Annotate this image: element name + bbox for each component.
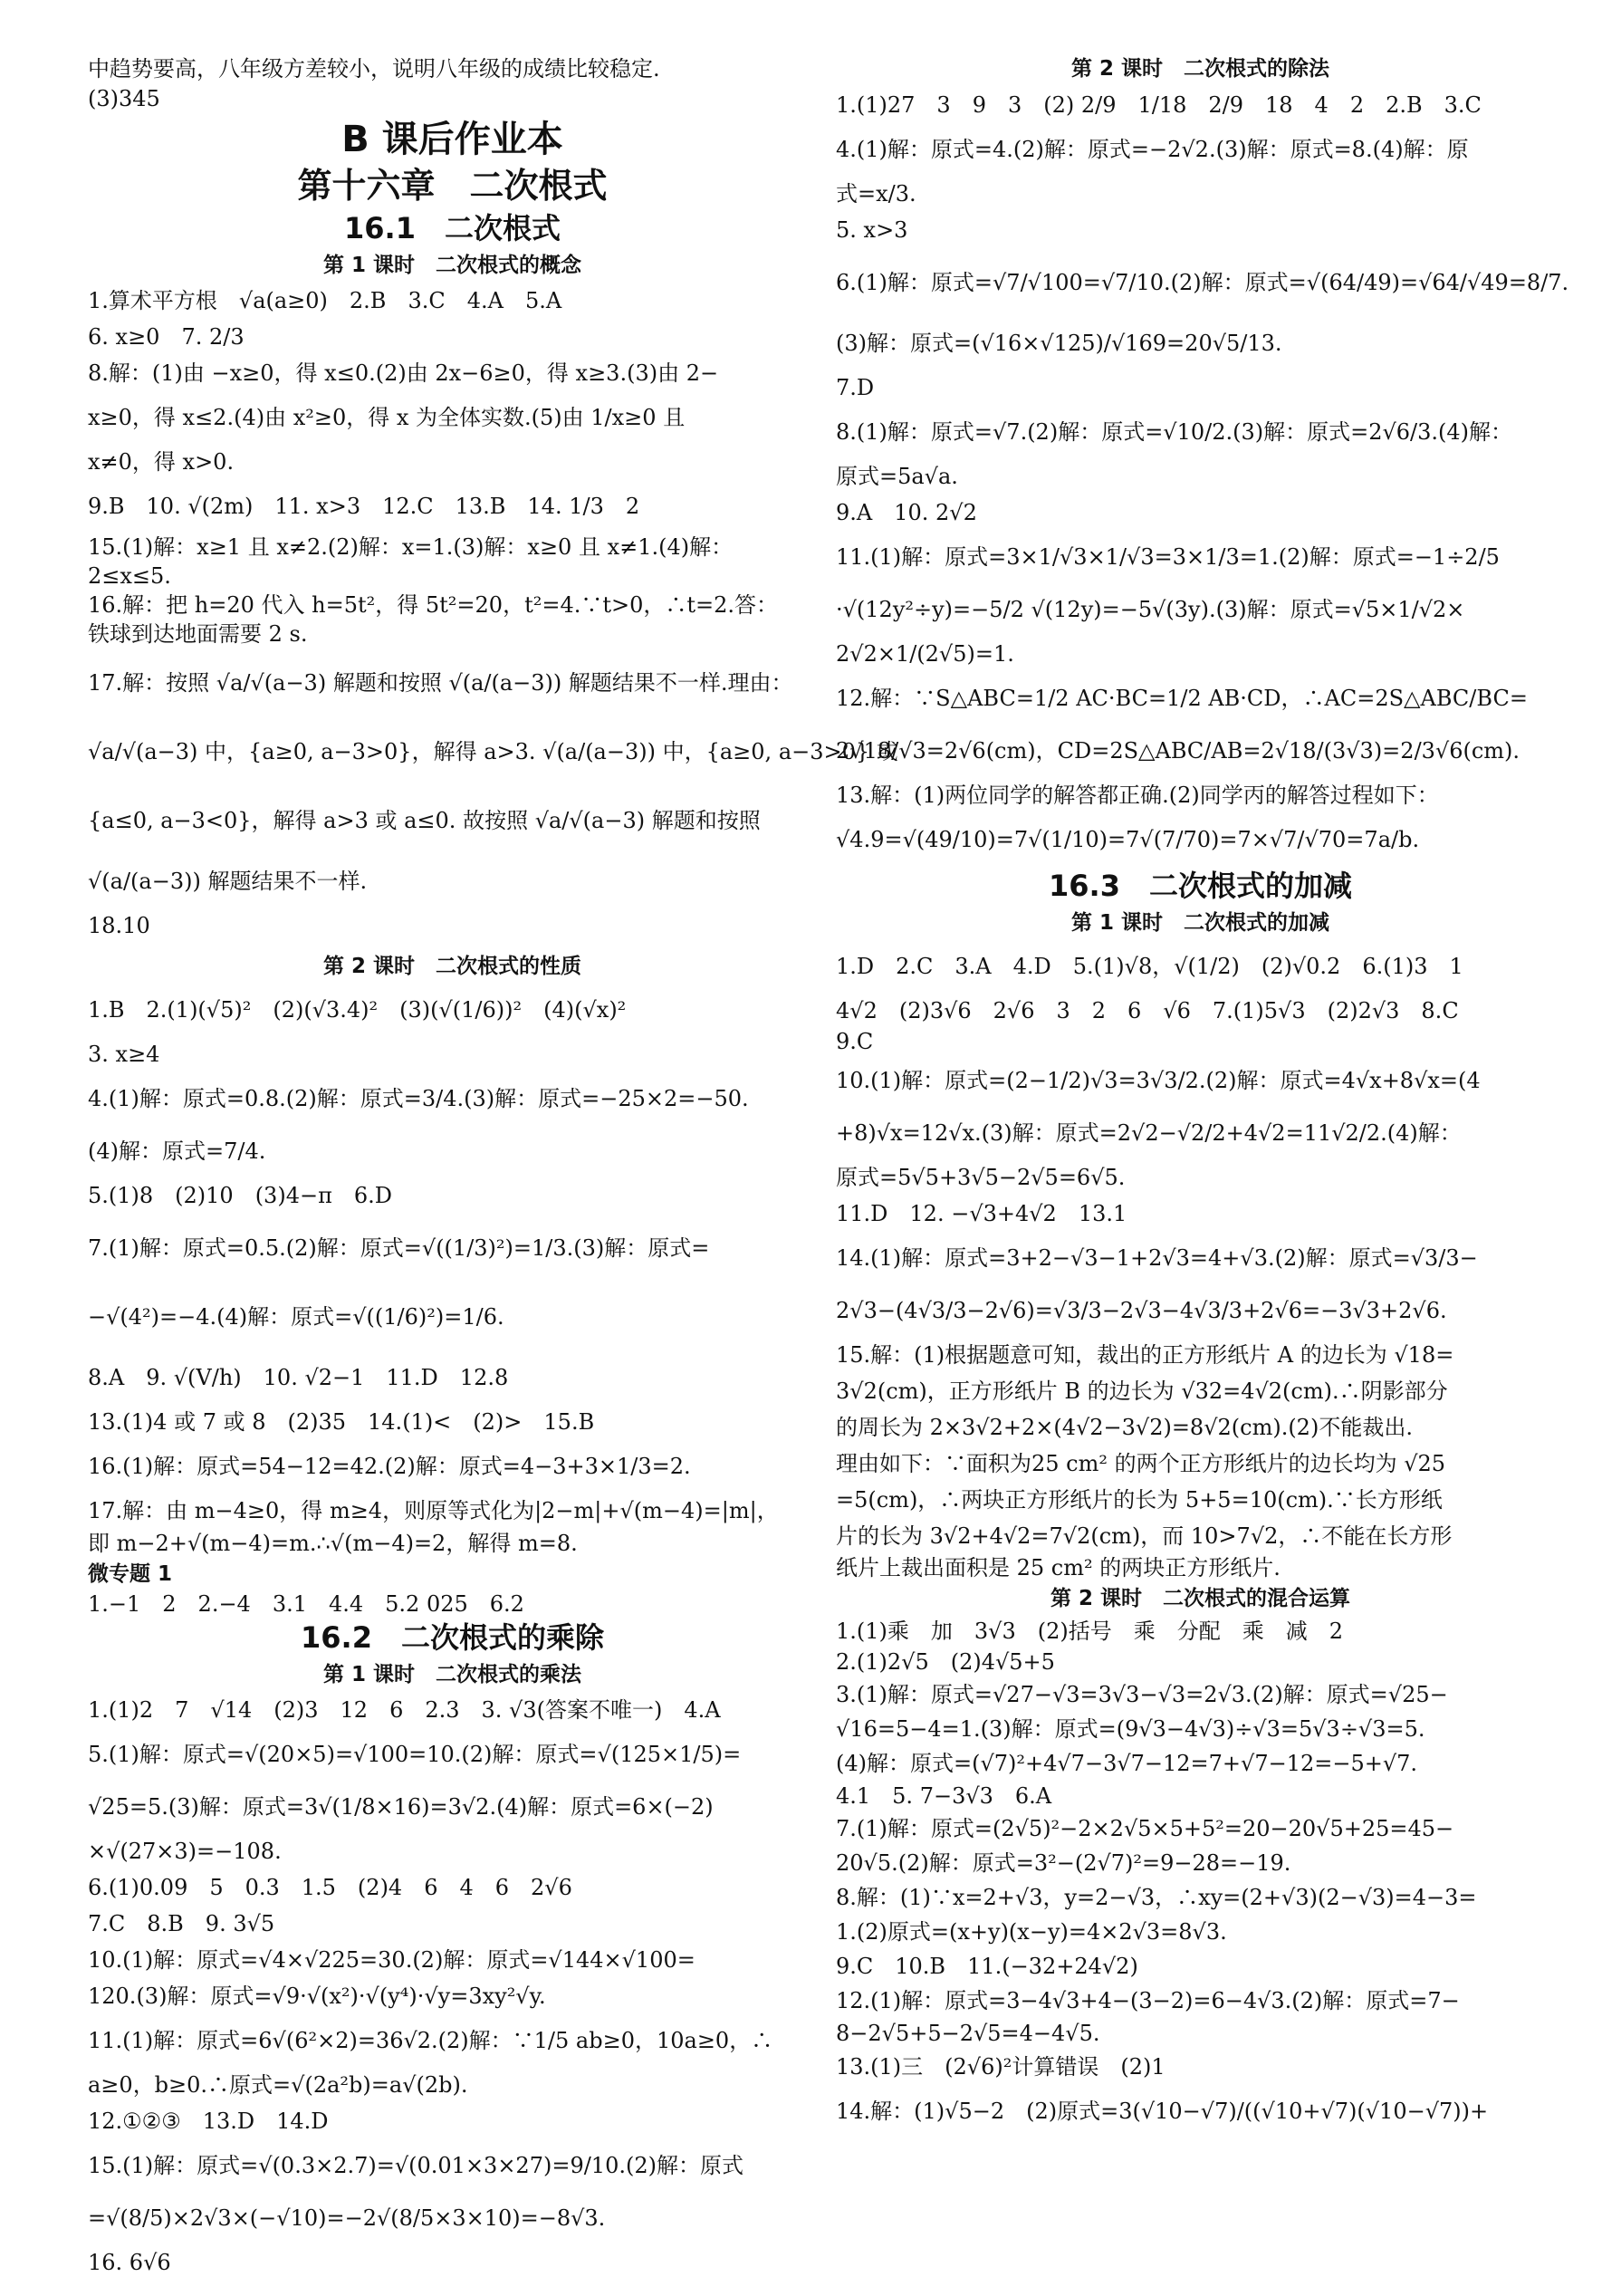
section-title-16-3: 16.3 二次根式的加减	[1049, 869, 1352, 903]
answer-line: 15.(1)解：原式=√(0.3×2.7)=√(0.01×3×27)=9/10.(2)解：原式	[88, 2153, 743, 2178]
answer-line: 2≤x≤5.	[88, 563, 171, 589]
answer-line: 12.解：∵S△ABC=1/2 AC·BC=1/2 AB·CD，∴AC=2S△ABC/BC=	[836, 686, 1528, 711]
answer-line: 11.(1)解：原式=3×1/√3×1/√3=3×1/3=1.(2)解：原式=−1÷2/5	[836, 544, 1500, 570]
answer-line: 6.(1)解：原式=√7/√100=√7/10.(2)解：原式=√(64/49)=√64/√49=8/7.	[836, 270, 1569, 295]
answer-line: x≥0，得 x≤2.(4)由 x²≥0，得 x 为全体实数.(5)由 1/x≥0 且	[88, 405, 686, 430]
answer-line: =√(8/5)×2√3×(−√10)=−2√(8/5×3×10)=−8√3.	[88, 2205, 606, 2231]
answer-line: 11.D 12. −√3+4√2 13.1	[836, 1201, 1127, 1226]
section-title-16-1: 16.1 二次根式	[344, 211, 561, 245]
answer-line: 2.(1)2√5 (2)4√5+5	[836, 1649, 1055, 1675]
right-column	[836, 51, 1569, 2137]
answer-line: 4.(1)解：原式=0.8.(2)解：原式=3/4.(3)解：原式=−25×2=−50.	[88, 1086, 749, 1111]
answer-line: −√(4²)=−4.(4)解：原式=√((1/6)²)=1/6.	[88, 1304, 504, 1330]
answer-line: 14.(1)解：原式=3+2−√3−1+2√3=4+√3.(2)解：原式=√3/3−	[836, 1245, 1478, 1271]
answer-line: √25=5.(3)解：原式=3√(1/8×16)=3√2.(4)解：原式=6×(−2)	[88, 1794, 714, 1820]
answer-line: 8.解：(1)∵x=2+√3，y=2−√3，∴xy=(2+√3)(2−√3)=4−3=	[836, 1885, 1477, 1910]
answer-line: (4)解：原式=7/4.	[88, 1138, 266, 1164]
answer-line: ×√(27×3)=−108.	[88, 1839, 282, 1864]
answer-line: 2√3−(4√3/3−2√6)=√3/3−2√3−4√3/3+2√6=−3√3+2√6.	[836, 1298, 1447, 1323]
answer-line: 12.(1)解：原式=3−4√3+4−(3−2)=6−4√3.(2)解：原式=7−	[836, 1988, 1460, 2013]
answer-line: 120.(3)解：原式=√9·√(x²)·√(y⁴)·√y=3xy²√y.	[88, 1984, 546, 2009]
answer-line: 20√5.(2)解：原式=3²−(2√7)²=9−28=−19.	[836, 1850, 1291, 1876]
lesson-title: 第 1 课时 二次根式的概念	[322, 254, 582, 277]
answer-line: 7.(1)解：原式=0.5.(2)解：原式=√((1/3)²)=1/3.(3)解：原式=	[88, 1235, 710, 1261]
answer-line: 1.(1)27 3 9 3 (2) 2/9 1/18 2/9 18 4 2 2.B 3.C	[836, 92, 1482, 118]
answer-line: 1.算术平方根 √a(a≥0) 2.B 3.C 4.A 5.A	[88, 288, 562, 313]
answer-line: 16.(1)解：原式=54−12=42.(2)解：原式=4−3+3×1/3=2.	[88, 1454, 691, 1479]
lesson-title: 第 1 课时 二次根式的加减	[1070, 911, 1330, 935]
answer-line: 16.解：把 h=20 代入 h=5t²，得 5t²=20，t²=4.∵t>0，∴t=2.答：	[88, 592, 779, 618]
answer-line: 式=x/3.	[836, 181, 916, 207]
lesson-title: 第 2 课时 二次根式的除法	[1070, 57, 1330, 81]
answer-line: +8)√x=12√x.(3)解：原式=2√2−√2/2+4√2=11√2/2.(4)解：	[836, 1120, 1462, 1146]
answer-line: √16=5−4=1.(3)解：原式=(9√3−4√3)÷√3=5√3÷√3=5.	[836, 1716, 1425, 1742]
chapter-title: 第十六章 二次根式	[297, 166, 608, 206]
answer-line: 8.A 9. √(V/h) 10. √2−1 11.D 12.8	[88, 1365, 509, 1390]
answer-line: 铁球到达地面需要 2 s.	[88, 621, 308, 647]
answer-line: 13.(1)4 或 7 或 8 (2)35 14.(1)< (2)> 15.B	[88, 1409, 595, 1435]
answer-line: 原式=5a√a.	[836, 464, 958, 489]
answer-line: 7.C 8.B 9. 3√5	[88, 1911, 275, 1936]
answer-line: 理由如下：∵面积为25 cm² 的两个正方形纸片的边长均为 √25	[836, 1451, 1446, 1476]
section-title-16-2: 16.2 二次根式的乘除	[301, 1620, 604, 1655]
answer-line: {a≤0, a−3<0}，解得 a>3 或 a≤0. 故按照 √a/√(a−3) 解题和按照	[88, 808, 761, 833]
answer-line: 1.(2)原式=(x+y)(x−y)=4×2√3=8√3.	[836, 1919, 1227, 1945]
answer-line: 10.(1)解：原式=√4×√225=30.(2)解：原式=√144×√100=	[88, 1947, 695, 1973]
answer-line: 10.(1)解：原式=(2−1/2)√3=3√3/2.(2)解：原式=4√x+8√x=(4	[836, 1068, 1481, 1093]
answer-line: 4√2 (2)3√6 2√6 3 2 6 √6 7.(1)5√3 (2)2√3 8.C	[836, 998, 1459, 1023]
answer-line: (4)解：原式=(√7)²+4√7−3√7−12=7+√7−12=−5+√7.	[836, 1751, 1418, 1776]
answer-line: 17.解：按照 √a/√(a−3) 解题和按照 √(a/(a−3)) 解题结果不一样.理由：	[88, 670, 793, 696]
answer-line: 18.10	[88, 913, 150, 938]
answer-line: 7.D	[836, 375, 875, 400]
answer-line: 17.解：由 m−4≥0，得 m≥4，则原等式化为|2−m|+√(m−4)=|m|，	[88, 1498, 779, 1523]
answer-line: √(a/(a−3)) 解题结果不一样.	[88, 869, 368, 894]
answer-line: 8.解：(1)由 −x≥0，得 x≤0.(2)由 2x−6≥0，得 x≥3.(3)由 2−	[88, 360, 719, 386]
answer-line: 14.解：(1)√5−2 (2)原式=3(√10−√7)/((√10+√7)(√10−√7))+	[836, 2099, 1489, 2124]
answer-line: 3.(1)解：原式=√27−√3=3√3−√3=2√3.(2)解：原式=√25−	[836, 1682, 1448, 1707]
answer-line: 11.(1)解：原式=6√(6²×2)=36√2.(2)解：∵1/5 ab≥0，10a≥0，∴	[88, 2028, 773, 2053]
answer-line: 9.C 10.B 11.(−32+24√2)	[836, 1954, 1138, 1979]
answer-line: 8.(1)解：原式=√7.(2)解：原式=√10/2.(3)解：原式=2√6/3.(4)解：	[836, 419, 1513, 445]
answer-line: 4.(1)解：原式=4.(2)解：原式=−2√2.(3)解：原式=8.(4)解：原	[836, 137, 1469, 162]
answer-line: 9.C	[836, 1029, 874, 1054]
lesson-title: 第 2 课时 二次根式的混合运算	[1050, 1587, 1351, 1610]
answer-line: ·√(12y²÷y)=−5/2 √(12y)=−5√(3y).(3)解：原式=√5×1/√2×	[836, 597, 1465, 622]
answer-line: √a/√(a−3) 中，{a≥0, a−3>0}，解得 a>3. √(a/(a−3)) 中，{a≥0, a−3>0} 或	[88, 739, 898, 764]
answer-line: 原式=5√5+3√5−2√5=6√5.	[836, 1165, 1126, 1190]
answer-line: 纸片上裁出面积是 25 cm² 的两块正方形纸片.	[836, 1555, 1281, 1580]
answer-line: 1.B 2.(1)(√5)² (2)(√3.4)² (3)(√(1/6))² (4)(√x)²	[88, 997, 627, 1023]
answer-line: 16. 6√6	[88, 2250, 171, 2275]
answer-line: 5.(1)8 (2)10 (3)4−π 6.D	[88, 1183, 392, 1208]
answer-line: 1.−1 2 2.−4 3.1 4.4 5.2 025 6.2	[88, 1591, 524, 1617]
answer-line: 1.D 2.C 3.A 4.D 5.(1)√8，√(1/2) (2)√0.2 6.(1)3 1	[836, 954, 1463, 979]
book-title: B 课后作业本	[341, 119, 563, 160]
answer-line: 2√2×1/(2√5)=1.	[836, 641, 1014, 667]
answer-line: 13.(1)三 (2√6)²计算错误 (2)1	[836, 2054, 1166, 2080]
answer-line: 15.解：(1)根据题意可知，裁出的正方形纸片 A 的边长为 √18=	[836, 1342, 1454, 1368]
answer-line: 的周长为 2×3√2+2×(4√2−3√2)=8√2(cm).(2)不能裁出.	[836, 1415, 1413, 1440]
answer-line: 3√2(cm)，正方形纸片 B 的边长为 √32=4√2(cm).∴阴影部分	[836, 1379, 1448, 1404]
answer-line: (3)解：原式=(√16×√125)/√169=20√5/13.	[836, 331, 1282, 356]
intro-line: (3)345	[88, 86, 160, 111]
answer-line: =5(cm)，∴两块正方形纸片的长为 5+5=10(cm).∵长方形纸	[836, 1487, 1443, 1513]
intro-line: 中趋势要高，八年级方差较小，说明八年级的成绩比较稳定.	[88, 56, 660, 82]
answer-line: 6. x≥0 7. 2/3	[88, 324, 245, 350]
answer-line: 7.(1)解：原式=(2√5)²−2×2√5×5+5²=20−20√5+25=45−	[836, 1816, 1454, 1841]
answer-line: x≠0，得 x>0.	[88, 449, 235, 475]
lesson-title: 第 2 课时 二次根式的性质	[322, 955, 582, 978]
answer-line: 片的长为 3√2+4√2=7√2(cm)，而 10>7√2，∴不能在长方形	[836, 1523, 1453, 1549]
answer-line: 1.(1)乘 加 3√3 (2)括号 乘 分配 乘 减 2	[836, 1619, 1343, 1644]
mini-topic-title: 微专题 1	[88, 1562, 173, 1586]
answer-line: 4.1 5. 7−3√3 6.A	[836, 1783, 1052, 1809]
answer-line: 9.B 10. √(2m) 11. x>3 12.C 13.B 14. 1/3 2	[88, 494, 640, 519]
lesson-title: 第 1 课时 二次根式的乘法	[322, 1663, 582, 1686]
answer-line: 8−2√5+5−2√5=4−4√5.	[836, 2021, 1100, 2046]
answer-line: 3. x≥4	[88, 1042, 160, 1067]
answer-line: 6.(1)0.09 5 0.3 1.5 (2)4 6 4 6 2√6	[88, 1875, 572, 1900]
answer-line: 5.(1)解：原式=√(20×5)=√100=10.(2)解：原式=√(125×1/5)=	[88, 1742, 742, 1767]
answer-line: 1.(1)2 7 √14 (2)3 12 6 2.3 3. √3(答案不唯一) 4.A	[88, 1697, 721, 1723]
answer-line: 2√18/√3=2√6(cm)，CD=2S△ABC/AB=2√18/(3√3)=2/3√6(cm).	[836, 738, 1520, 764]
answer-line: a≥0，b≥0.∴原式=√(2a²b)=a√(2b).	[88, 2072, 468, 2098]
answer-line: 12.①②③ 13.D 14.D	[88, 2109, 329, 2134]
answer-line: 5. x>3	[836, 217, 908, 243]
answer-line: 15.(1)解：x≥1 且 x≠2.(2)解：x=1.(3)解：x≥0 且 x≠1.(4)解：	[88, 534, 734, 560]
answer-line: 9.A 10. 2√2	[836, 500, 977, 525]
answer-line: 即 m−2+√(m−4)=m.∴√(m−4)=2，解得 m=8.	[88, 1531, 578, 1556]
answer-line: √4.9=√(49/10)=7√(1/10)=7√(7/70)=7×√7/√70=7a/b.	[836, 827, 1420, 852]
answer-line: 13.解：(1)两位同学的解答都正确.(2)同学丙的解答过程如下：	[836, 783, 1439, 808]
